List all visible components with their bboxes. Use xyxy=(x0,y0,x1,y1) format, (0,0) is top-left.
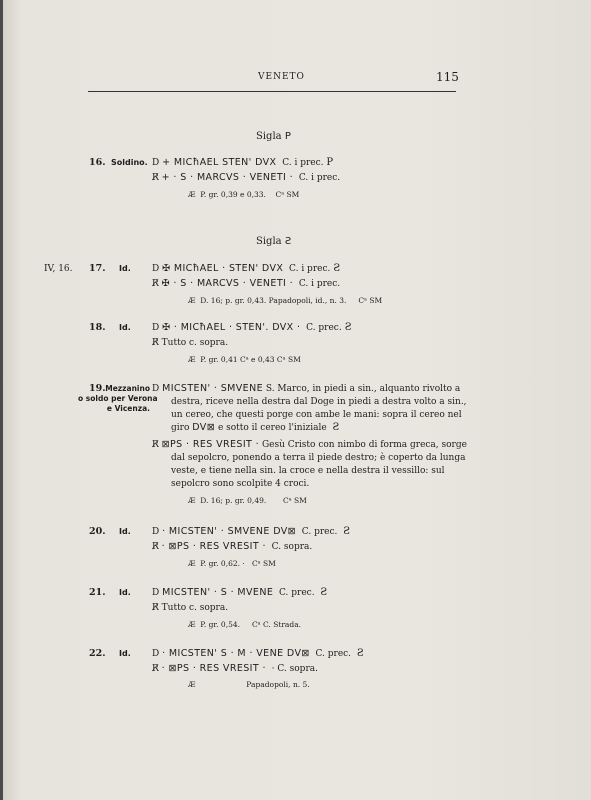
reverse-description: · C. sopra. xyxy=(271,664,318,674)
obverse-marker: D xyxy=(152,649,160,659)
reverse-line xyxy=(152,541,312,553)
reference-text: D. 16; p. gr. 0,43. Papadopoli, id., n. 3. xyxy=(200,296,347,305)
entry-metadata xyxy=(188,558,276,570)
reverse-marker: R̸ xyxy=(152,338,159,348)
reverse-marker: R̸ xyxy=(152,664,159,674)
weight-text: P. gr. 0,39 e 0,33. xyxy=(200,190,266,199)
entry-number: 19. xyxy=(89,383,106,394)
reverse-marker: R̸ xyxy=(152,279,159,289)
running-header-title: VENETO xyxy=(258,72,305,82)
reverse-line xyxy=(152,439,467,451)
reverse-line xyxy=(152,602,228,614)
reverse-description-line: sepolcro sono scolpite 4 croci. xyxy=(171,479,310,489)
obverse-marker: D xyxy=(152,384,160,394)
mint-mark: Ƨ xyxy=(332,422,340,433)
reverse-line xyxy=(152,278,340,290)
reverse-description: C. i prec. xyxy=(298,279,341,289)
metal-symbol: Æ xyxy=(188,355,196,364)
reverse-description: Gesù Cristo con nimbo di forma greca, sorge xyxy=(261,440,467,450)
entry-number: 18. xyxy=(89,322,106,333)
obverse-line xyxy=(152,263,340,275)
reverse-legend: · ⊠PS · RES VRESIT · xyxy=(161,541,266,552)
entry-number: 22. xyxy=(89,648,106,659)
reverse-line xyxy=(152,337,228,349)
obverse-legend: · MICSTEN' · SMVENE DV⊠ xyxy=(162,526,297,537)
obverse-description-line: un cereo, che questi porge con ambe le mani: sopra il cereo nel xyxy=(171,410,462,420)
collection-mark: Cᵃ C. Strada. xyxy=(251,620,302,629)
weight-text: P. gr. 0,54. xyxy=(200,620,241,629)
weight-text: D. 16; p. gr. 0,49. xyxy=(200,496,267,505)
reverse-description: C. sopra. xyxy=(271,542,313,552)
entry-number: 21. xyxy=(89,587,106,598)
obverse-line xyxy=(152,157,333,169)
obverse-description: C. prec. xyxy=(301,527,338,537)
reverse-line xyxy=(152,663,318,675)
denomination: Id. xyxy=(119,588,131,597)
section-label: Sigla xyxy=(256,131,282,142)
collection-mark: Cᵃ SM xyxy=(275,190,300,199)
obverse-legend: · MICSTEN' S · M · VENE DV⊠ xyxy=(162,648,310,659)
obverse-legend: + MICħAEL STEN' DVX xyxy=(162,157,277,168)
page-number: 115 xyxy=(436,70,459,84)
denomination: Id. xyxy=(119,264,131,273)
section-heading-p xyxy=(256,131,291,142)
entry-metadata xyxy=(188,295,382,307)
entry-metadata xyxy=(188,495,307,507)
reverse-marker: R̸ xyxy=(152,173,159,183)
obverse-description: S. Marco, in piedi a sin., alquanto rivolto a xyxy=(265,384,461,394)
mint-mark: Ƨ xyxy=(320,587,328,598)
obverse-legend: ✠ MICħAEL · STEN' DVX xyxy=(162,263,284,274)
reverse-marker: R̸ xyxy=(152,440,159,450)
reverse-legend: ⊠PS · RES VRESIT · xyxy=(161,439,260,450)
entry-metadata xyxy=(188,679,310,691)
obverse-line xyxy=(152,587,327,599)
reverse-description-line: dal sepolcro, ponendo a terra il piede destro; è coperto da lunga xyxy=(171,453,466,463)
section-mark: Ƨ xyxy=(284,236,292,247)
section-heading-s xyxy=(256,236,291,247)
reverse-description: Tutto c. sopra. xyxy=(161,603,229,613)
obverse-line xyxy=(152,383,460,395)
reference-text: Papadopoli, n. 5. xyxy=(246,680,310,689)
mint-mark: Ƨ xyxy=(344,322,352,333)
obverse-marker: D xyxy=(152,323,160,333)
reverse-description-line: veste, e tiene nella sin. la croce e nella destra il vessillo: sul xyxy=(171,466,445,476)
entry-number: 20. xyxy=(89,526,106,537)
section-mark: P xyxy=(284,131,291,142)
obverse-description-line: destra, riceve nella destra dal Doge in piedi a destra volto a sin., xyxy=(171,397,467,407)
obverse-description: C. i prec. xyxy=(289,264,331,274)
weight-text: P. gr. 0,41 Cᵃ e 0,43 Cᵃ SM xyxy=(200,355,301,364)
entry-metadata xyxy=(188,354,301,366)
collection-mark: Cᵃ SM xyxy=(251,559,276,568)
reverse-description: Tutto c. sopra. xyxy=(161,338,229,348)
header-rule xyxy=(88,91,456,92)
plate-reference: IV, 16. xyxy=(44,264,73,274)
obverse-marker: D xyxy=(152,158,160,168)
denomination: Id. xyxy=(119,649,131,658)
reverse-marker: R̸ xyxy=(152,542,159,552)
obverse-description: C. prec. xyxy=(315,649,352,659)
obverse-legend: MICSTEN' · S · MVENE xyxy=(162,587,274,598)
obverse-legend: ✠ · MICħAEL · STEN'. DVX · xyxy=(162,322,301,333)
obverse-line xyxy=(152,322,351,334)
weight-text: P. gr. 0,62. · xyxy=(200,559,245,568)
collection-mark: Cᵃ SM xyxy=(282,496,307,505)
metal-symbol: Æ xyxy=(188,680,196,689)
reverse-marker: R̸ xyxy=(152,603,159,613)
obverse-legend: MICSTEN' · SMVENE xyxy=(162,383,263,394)
mint-mark: Ƨ xyxy=(333,263,341,274)
mint-mark: P xyxy=(326,157,334,168)
section-label: Sigla xyxy=(256,236,282,247)
obverse-description-line: giro DV⊠ e sotto il cereo l'iniziale Ƨ xyxy=(171,422,340,433)
reverse-legend: + · S · MARCVS · VENETI · xyxy=(161,172,294,183)
reverse-legend: ✠ · S · MARCVS · VENETI · xyxy=(161,278,294,289)
mint-mark: Ƨ xyxy=(343,526,350,537)
obverse-marker: D xyxy=(152,527,160,537)
entry-number: 17. xyxy=(89,263,106,274)
entry-number: 16. xyxy=(89,157,106,168)
entry-metadata xyxy=(188,189,299,201)
obverse-marker: D xyxy=(152,588,160,598)
obverse-description: C. prec. xyxy=(306,323,342,333)
metal-symbol: Æ xyxy=(188,190,196,199)
reverse-line xyxy=(152,172,340,184)
reverse-description: C. i prec. xyxy=(298,173,341,183)
denomination: Soldino. xyxy=(111,158,148,167)
obverse-line xyxy=(152,648,364,660)
obverse-marker: D xyxy=(152,264,160,274)
denomination: Id. xyxy=(119,323,131,332)
metal-symbol: Æ xyxy=(188,296,196,305)
metal-symbol: Æ xyxy=(188,496,196,505)
metal-symbol: Æ xyxy=(188,559,196,568)
reverse-legend: · ⊠PS · RES VRESIT · xyxy=(161,663,266,674)
obverse-line xyxy=(152,526,350,538)
mint-mark: Ƨ xyxy=(356,648,364,659)
denomination: Mezzanino o soldo per Verona e Vicenza. xyxy=(78,384,158,413)
denomination: Id. xyxy=(119,527,131,536)
entry-metadata xyxy=(188,619,301,631)
obverse-description: C. i prec. xyxy=(282,158,324,168)
page-edge-shadow xyxy=(0,0,3,800)
obverse-description: C. prec. xyxy=(278,588,315,598)
metal-symbol: Æ xyxy=(188,620,196,629)
collection-mark: Cᵃ SM xyxy=(358,296,383,305)
